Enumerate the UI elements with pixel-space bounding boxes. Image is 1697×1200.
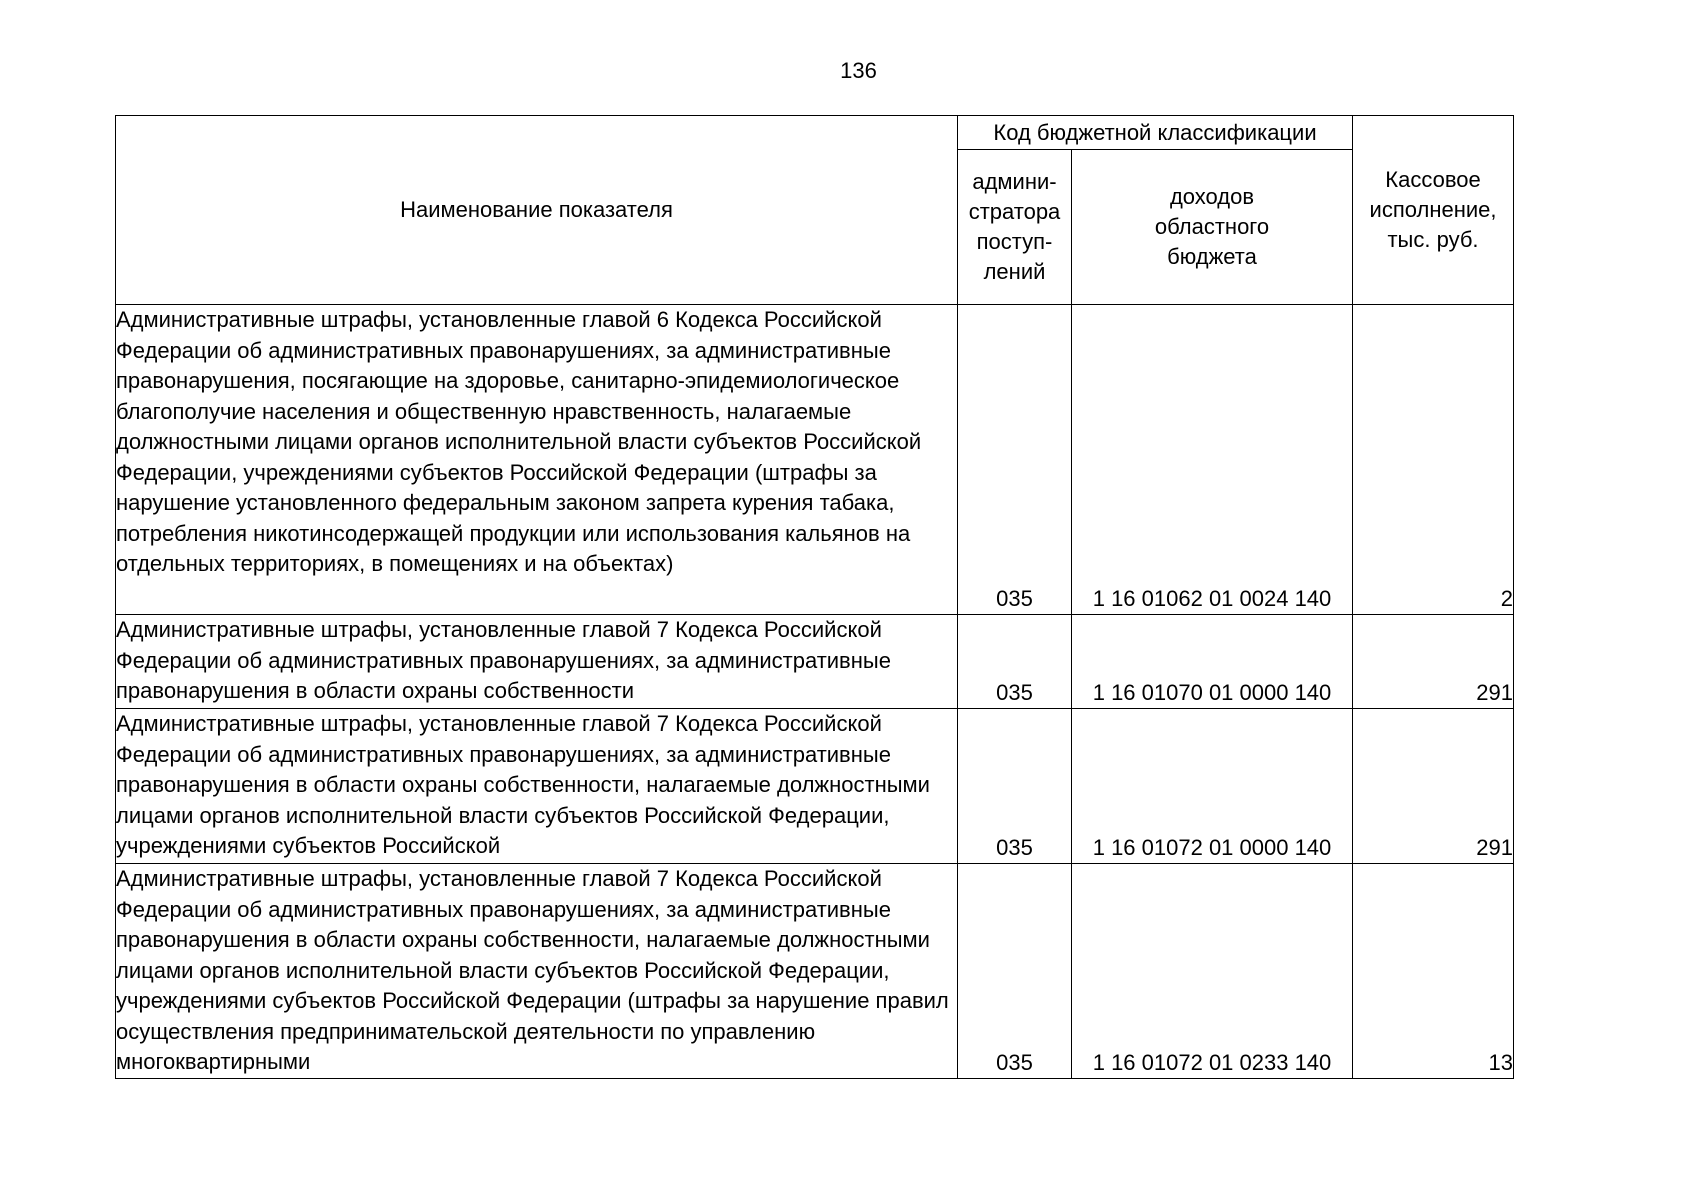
row-amount-cell: 13 xyxy=(1353,864,1514,1079)
table-row xyxy=(116,864,1514,1079)
row-code-cell: 1 16 01062 01 0024 140 xyxy=(1072,305,1353,615)
budget-table xyxy=(115,115,1514,1079)
page-number: 136 xyxy=(840,58,877,83)
row-amount-cell: 291 xyxy=(1353,709,1514,864)
row-code-cell: 1 16 01072 01 0000 140 xyxy=(1072,709,1353,864)
row-amount-cell: 291 xyxy=(1353,615,1514,709)
row-name-cell: Административные штрафы, установленные главой 7 Кодекса Российской Федерации об административных правонарушениях, за административные правонарушения в области охраны собственности xyxy=(116,615,958,709)
header-admin-code: админи- стратора поступ- лений xyxy=(958,150,1072,305)
table-row xyxy=(116,305,1514,615)
header-income-code: доходов областного бюджета xyxy=(1072,150,1353,305)
row-admin-cell: 035 xyxy=(958,864,1072,1079)
row-admin-cell: 035 xyxy=(958,615,1072,709)
header-cash-execution: Кассовое исполнение, тыс. руб. xyxy=(1353,116,1514,305)
row-admin-cell: 035 xyxy=(958,709,1072,864)
row-name-cell: Административные штрафы, установленные главой 7 Кодекса Российской Федерации об административных правонарушениях, за административные правонарушения в области охраны собственности, налагаемые должностными лицами органов исполнительной власти субъектов Российской Федерации, учреждениями субъектов Российской Федерации (штрафы за нарушение правил осуществления предпринимательской деятельности по управлению многоквартирными xyxy=(116,864,958,1079)
row-amount-cell: 2 xyxy=(1353,305,1514,615)
row-name-cell: Административные штрафы, установленные главой 6 Кодекса Российской Федерации об административных правонарушениях, за административные правонарушения, посягающие на здоровье, санитарно-эпидемиологическое благополучие населения и общественную нравственность, налагаемые должностными лицами органов исполнительной власти субъектов Российской Федерации, учреждениями субъектов Российской Федерации (штрафы за нарушение установленного федеральным законом запрета курения табака, потребления никотинсодержащей продукции или использования кальянов на отдельных территориях, в помещениях и на объектах) xyxy=(116,305,958,615)
header-indicator-name: Наименование показателя xyxy=(116,116,958,305)
header-budget-classification: Код бюджетной классификации xyxy=(958,116,1353,150)
row-code-cell: 1 16 01072 01 0233 140 xyxy=(1072,864,1353,1079)
row-name-cell: Административные штрафы, установленные главой 7 Кодекса Российской Федерации об административных правонарушениях, за административные правонарушения в области охраны собственности, налагаемые должностными лицами органов исполнительной власти субъектов Российской Федерации, учреждениями субъектов Российской xyxy=(116,709,958,864)
table-row xyxy=(116,615,1514,709)
row-admin-cell: 035 xyxy=(958,305,1072,615)
table-row xyxy=(116,709,1514,864)
row-code-cell: 1 16 01070 01 0000 140 xyxy=(1072,615,1353,709)
